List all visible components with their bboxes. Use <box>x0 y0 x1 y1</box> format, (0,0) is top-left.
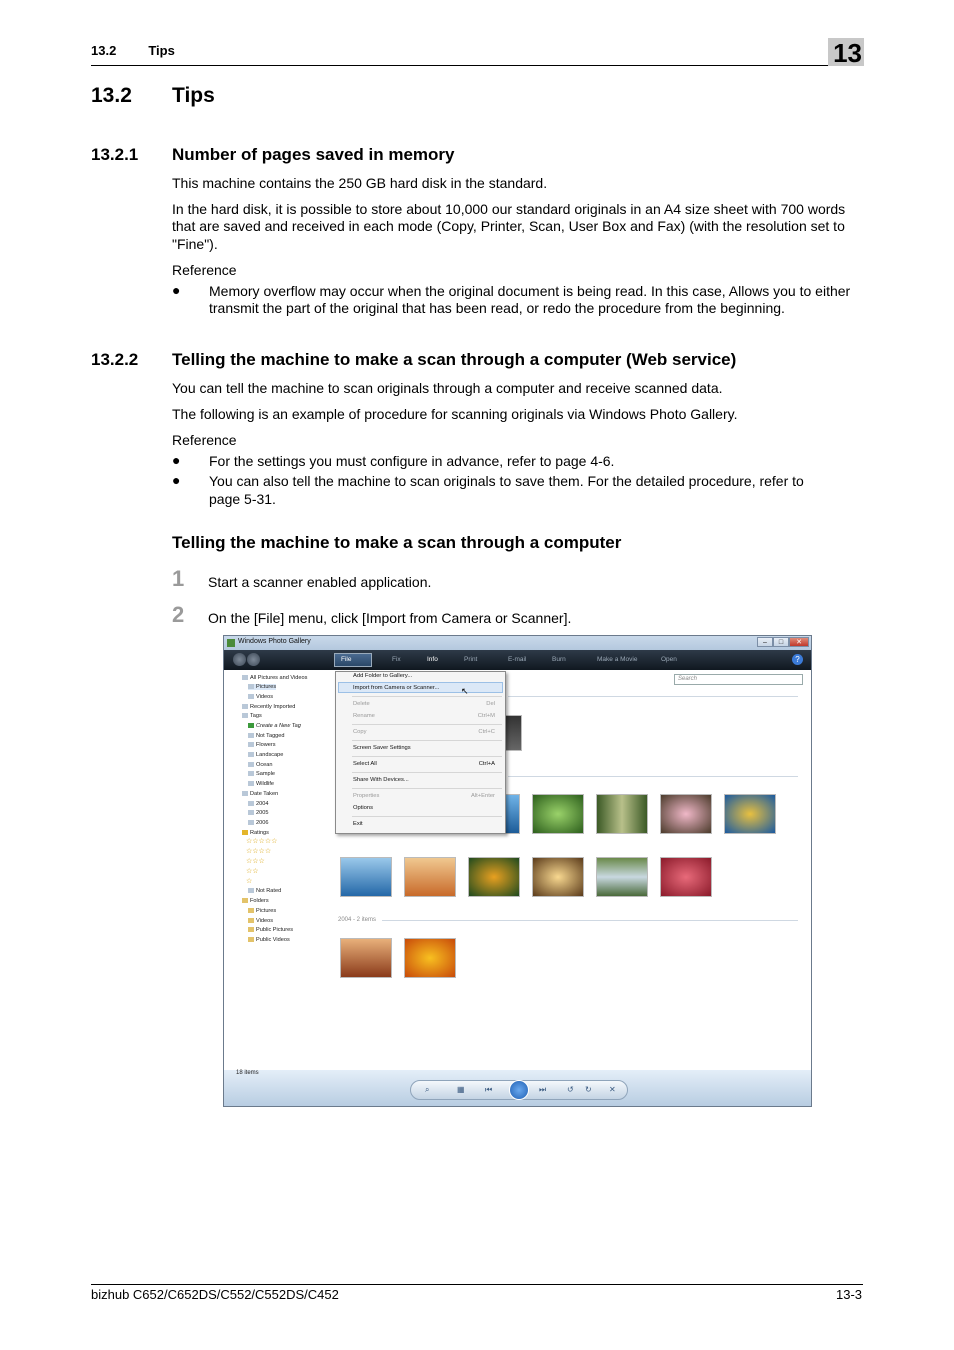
subsection-title: Telling the machine to make a scan through a computer (Web service) <box>172 350 737 369</box>
calendar-icon <box>242 791 248 796</box>
slideshow-icon[interactable] <box>509 1080 529 1100</box>
file-menu-button[interactable] <box>334 653 372 667</box>
bullet-dot: ● <box>172 282 181 298</box>
tree-label: Folders <box>250 898 269 904</box>
photo-thumbnail[interactable] <box>404 857 456 897</box>
photo-gallery-screenshot <box>223 635 812 1107</box>
rating-4-stars[interactable]: ☆☆☆☆ <box>246 848 272 855</box>
menu-separator <box>352 788 502 789</box>
tree-item-landscape[interactable] <box>248 752 283 758</box>
forward-icon[interactable] <box>247 653 260 666</box>
menu-item-import[interactable]: Import from Camera or Scanner... <box>353 685 440 691</box>
back-icon[interactable] <box>233 653 246 666</box>
tree-item-public-videos[interactable] <box>248 937 290 943</box>
shortcut-select-all: Ctrl+A <box>478 761 495 767</box>
tree-label: Not Rated <box>256 888 282 894</box>
picture-icon <box>248 684 254 689</box>
calendar-icon <box>248 801 254 806</box>
tree-label: Public Videos <box>256 937 290 943</box>
tree-item-folder-videos[interactable] <box>248 918 273 924</box>
bullet-text: Memory overflow may occur when the original document is being read. In this case, Allows you to either <box>209 283 851 299</box>
tree-item-ratings[interactable] <box>242 830 269 836</box>
tree-label: All Pictures and Videos <box>250 675 308 681</box>
tree-label: Flowers <box>256 742 276 748</box>
paragraph: This machine contains the 250 GB hard disk in the standard. <box>172 175 548 191</box>
status-bar <box>224 1070 811 1106</box>
tree-item-new-tag[interactable] <box>248 723 301 729</box>
photo-thumbnail[interactable] <box>532 794 584 834</box>
tree-item-not-tagged[interactable] <box>248 733 285 739</box>
file-menu <box>335 671 506 834</box>
rating-5-stars[interactable]: ☆☆☆☆☆ <box>246 838 278 845</box>
app-icon <box>227 639 235 647</box>
paragraph: You can tell the machine to scan originals through a computer and receive scanned data. <box>172 380 723 396</box>
tree-label: Sample <box>256 771 275 777</box>
reference-label: Reference <box>172 432 237 448</box>
paragraph-line: that are saved and received in each mode (Copy, Printer, Scan, User Box and Fax) (with the resolution set to <box>172 218 845 234</box>
tree-item-not-rated[interactable] <box>248 888 281 894</box>
zoom-icon[interactable]: ⌕ <box>425 1085 430 1094</box>
tree-label: 2005 <box>256 810 269 816</box>
open-button[interactable]: Open <box>661 656 677 663</box>
mouse-cursor-icon: ↖ <box>461 686 469 696</box>
tree-item-2005[interactable] <box>248 810 268 816</box>
tree-label: Recently Imported <box>250 704 296 710</box>
menu-separator <box>352 816 502 817</box>
tree-label: Pictures <box>256 684 277 690</box>
tree-label: Tags <box>250 713 262 719</box>
calendar-icon <box>248 810 254 815</box>
rating-3-stars[interactable]: ☆☆☆ <box>246 858 265 865</box>
tag-icon <box>248 762 254 767</box>
bullet-text: You can also tell the machine to scan originals to save them. For the detailed procedure, refer to <box>209 473 804 489</box>
step-text: Start a scanner enabled application. <box>208 574 432 590</box>
tree-item-wildlife[interactable] <box>248 781 274 787</box>
photo-thumbnail[interactable] <box>468 857 520 897</box>
tree-item-2004[interactable] <box>248 801 268 807</box>
star-icon <box>248 888 254 893</box>
add-tag-icon <box>248 723 254 728</box>
group-divider <box>508 776 798 777</box>
tree-item-flowers[interactable] <box>248 742 276 748</box>
tree-label: 2004 <box>256 801 269 807</box>
photo-thumbnail[interactable] <box>532 857 584 897</box>
menu-separator <box>352 696 502 697</box>
photo-thumbnail[interactable] <box>660 794 712 834</box>
group-divider <box>508 696 798 697</box>
tree-label: Pictures <box>256 908 277 914</box>
folder-icon <box>248 937 254 942</box>
photo-thumbnail[interactable] <box>340 938 392 978</box>
footer-model: bizhub C652/C652DS/C552/C552DS/C452 <box>91 1287 339 1302</box>
close-button[interactable]: ✕ <box>789 637 809 647</box>
tree-label: Not Tagged <box>256 733 285 739</box>
tree-label: Ocean <box>256 762 273 768</box>
recent-icon <box>242 704 248 709</box>
shortcut-rename: Ctrl+M <box>477 713 495 719</box>
window-title: Windows Photo Gallery <box>238 638 311 645</box>
window-titlebar <box>224 636 811 650</box>
tree-item-folders[interactable] <box>242 898 269 904</box>
next-icon[interactable]: ⏭ <box>539 1085 547 1094</box>
photo-thumbnail[interactable] <box>404 938 456 978</box>
tag-icon <box>248 771 254 776</box>
delete-icon[interactable]: ✕ <box>609 1085 616 1094</box>
shortcut-delete: Del <box>486 701 495 707</box>
photo-thumbnail[interactable] <box>340 857 392 897</box>
subsection-number: 13.2.2 <box>91 350 139 369</box>
menu-item-screensaver[interactable]: Screen Saver Settings <box>353 745 411 751</box>
actual-size-icon[interactable]: ▦ <box>457 1085 465 1094</box>
footer-page-number: 13-3 <box>836 1287 863 1302</box>
bullet-text: For the settings you must configure in advance, refer to page 4-6. <box>209 453 615 469</box>
tree-item-recent[interactable] <box>242 704 295 710</box>
menu-item-add-folder[interactable]: Add Folder to Gallery... <box>353 673 413 679</box>
tree-item-ocean[interactable] <box>248 762 272 768</box>
navigation-pane <box>224 670 330 1070</box>
rotate-ccw-icon[interactable]: ↺ <box>567 1085 574 1094</box>
playback-controls <box>410 1080 628 1100</box>
tree-label: 2006 <box>256 820 269 826</box>
print-button[interactable]: Print <box>464 656 478 663</box>
item-count: 18 items <box>236 1070 259 1076</box>
calendar-icon <box>248 820 254 825</box>
subsection-title: Number of pages saved in memory <box>172 145 455 164</box>
subsection-heading-1 <box>91 145 455 165</box>
running-header <box>91 43 175 58</box>
menu-item-rename[interactable]: Rename <box>353 713 375 719</box>
tag-icon <box>248 733 254 738</box>
tree-label: Ratings <box>250 830 269 836</box>
reference-label: Reference <box>172 262 237 278</box>
menu-item-delete[interactable]: Delete <box>353 701 370 707</box>
section-heading <box>91 84 215 108</box>
previous-icon[interactable]: ⏮ <box>485 1085 493 1094</box>
section-title: Tips <box>172 84 215 107</box>
minimize-button[interactable]: – <box>757 637 773 647</box>
tree-label: Videos <box>256 694 274 700</box>
menu-item-options[interactable]: Options <box>353 805 373 811</box>
tree-item-tags[interactable] <box>242 713 262 719</box>
tag-icon <box>242 713 248 718</box>
bullet-text: page 5-31. <box>209 491 276 507</box>
menu-separator <box>352 740 502 741</box>
section-number: 13.2 <box>91 84 132 107</box>
folder-icon <box>248 918 254 923</box>
rating-2-stars[interactable]: ☆☆ <box>246 868 259 875</box>
subsection-number: 13.2.1 <box>91 145 139 164</box>
tree-label: Landscape <box>256 752 284 758</box>
fix-button[interactable]: Fix <box>392 656 401 663</box>
subsection-heading-2 <box>91 350 737 370</box>
step-text: On the [File] menu, click [Import from Camera or Scanner]. <box>208 610 572 626</box>
pictures-icon <box>242 675 248 680</box>
burn-button[interactable]: Burn <box>552 656 566 663</box>
photo-thumbnail[interactable] <box>660 857 712 897</box>
paragraph: The following is an example of procedure for scanning originals via Windows Photo Gallery. <box>172 406 738 422</box>
maximize-button[interactable]: □ <box>773 637 789 647</box>
file-menu-label: File <box>341 656 352 663</box>
tree-item-date-taken[interactable] <box>242 791 278 797</box>
header-rule <box>91 65 863 66</box>
paragraph-line: "Fine"). <box>172 236 218 252</box>
chapter-number-tab: 13 <box>828 38 864 66</box>
rotate-cw-icon[interactable]: ↻ <box>585 1085 592 1094</box>
email-button[interactable]: E-mail <box>508 656 527 663</box>
shortcut-properties: Alt+Enter <box>470 793 495 799</box>
running-header-section: 13.2 <box>91 43 117 58</box>
menu-separator <box>352 772 502 773</box>
photo-thumbnail[interactable] <box>596 794 648 834</box>
tree-item-all[interactable] <box>242 675 307 681</box>
step-number: 2 <box>172 602 185 627</box>
make-movie-button[interactable]: Make a Movie <box>597 656 638 663</box>
video-icon <box>248 694 254 699</box>
toolbar <box>224 650 811 670</box>
tree-label: Public Pictures <box>256 927 293 933</box>
search-placeholder: Search <box>678 676 698 682</box>
help-icon[interactable]: ? <box>792 654 803 665</box>
tag-icon <box>248 742 254 747</box>
tree-label: Videos <box>256 918 274 924</box>
running-header-title: Tips <box>148 43 175 58</box>
tree-label: Create a New Tag <box>256 723 301 729</box>
photo-thumbnail[interactable] <box>596 857 648 897</box>
bullet-dot: ● <box>172 472 181 488</box>
menu-item-select-all[interactable]: Select All <box>353 761 377 767</box>
paragraph-line: In the hard disk, it is possible to store about 10,000 our standard originals in an A4 size sheet with 700 words <box>172 201 846 217</box>
info-button[interactable]: Info <box>427 656 438 663</box>
bullet-dot: ● <box>172 452 181 468</box>
photo-thumbnail[interactable] <box>724 794 776 834</box>
tree-label: Date Taken <box>250 791 279 797</box>
bullet-text: transmit the part of the original that has been read, or redo the procedure from the beginning. <box>209 300 785 316</box>
step-number: 1 <box>172 566 185 591</box>
group-divider <box>382 920 798 921</box>
procedure-heading: Telling the machine to make a scan through a computer <box>172 533 622 552</box>
tag-icon <box>248 781 254 786</box>
folder-icon <box>242 898 248 903</box>
tree-item-sample[interactable] <box>248 771 275 777</box>
menu-item-exit[interactable]: Exit <box>353 821 363 827</box>
shortcut-copy: Ctrl+C <box>478 729 495 735</box>
footer-rule <box>91 1284 863 1285</box>
menu-separator <box>352 756 502 757</box>
tree-item-public-pictures[interactable] <box>248 927 293 933</box>
search-input[interactable] <box>674 674 803 685</box>
folder-icon <box>248 927 254 932</box>
tag-icon <box>248 752 254 757</box>
tree-item-pictures[interactable] <box>248 684 276 690</box>
tree-label: Wildlife <box>256 781 275 787</box>
star-icon <box>242 830 248 835</box>
menu-item-share[interactable]: Share With Devices... <box>353 777 409 783</box>
tree-item-folder-pictures[interactable] <box>248 908 276 914</box>
folder-icon <box>248 908 254 913</box>
menu-item-properties[interactable]: Properties <box>353 793 380 799</box>
menu-item-copy[interactable]: Copy <box>353 729 367 735</box>
group-header-2004: 2004 - 2 items <box>338 917 377 923</box>
tree-item-2006[interactable] <box>248 820 268 826</box>
menu-separator <box>352 724 502 725</box>
rating-1-star[interactable]: ☆ <box>246 878 253 885</box>
tree-item-videos[interactable] <box>248 694 273 700</box>
